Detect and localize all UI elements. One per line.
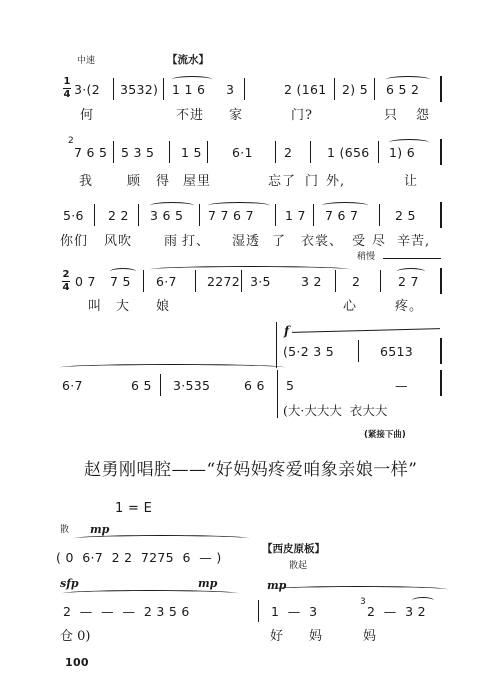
note-group: ( 0 6·7 2 2 7275 6 — ): [56, 550, 222, 565]
lyric: 只: [384, 108, 399, 123]
note-group: 6513: [380, 344, 414, 359]
lyric: 顾: [127, 174, 142, 189]
lyric: 湿透: [232, 234, 261, 249]
grace-note: 3: [360, 597, 366, 607]
lyric: 让: [404, 174, 419, 189]
section-marking: 【流水】: [167, 54, 209, 66]
note-group: 3 6 5: [150, 208, 184, 223]
dynamic-marking: mp: [267, 579, 287, 592]
note-group: 7 6 7: [325, 208, 359, 223]
note-group: 6 5 2: [386, 82, 420, 97]
lyric: 屋里: [183, 174, 212, 189]
lyric: 得: [156, 174, 171, 189]
lyric: 何: [80, 108, 95, 123]
note-group: 6 5: [131, 378, 152, 393]
lyric: 怨: [416, 108, 431, 123]
note-group: 7 5: [110, 274, 131, 289]
lyric: 尽: [372, 234, 387, 249]
note-group: 2 7: [398, 274, 419, 289]
lyric: 心: [343, 299, 358, 314]
lyric: 雨: [164, 234, 179, 249]
note-group: 2) 5: [342, 82, 368, 97]
note-group: 3·(2: [74, 82, 100, 97]
meter-top: 1: [63, 76, 71, 87]
lyric: 我: [79, 174, 94, 189]
note-group: 2 2: [108, 208, 129, 223]
note-group: 3532): [120, 82, 159, 97]
note-group: —: [395, 378, 408, 393]
note-group: 0 7: [75, 274, 96, 289]
piece-title: 赵勇刚唱腔——“好妈妈疼爱咱象亲娘一样”: [84, 460, 418, 480]
lyric: 外,: [326, 174, 346, 189]
note-group: 1 — 3: [271, 604, 318, 619]
lyric: 妈: [309, 629, 324, 644]
note-group: 3·5: [250, 274, 271, 289]
note-group: 2 5: [395, 208, 416, 223]
note-group: 2 (161: [284, 82, 327, 97]
note-group: 1) 6: [389, 145, 415, 160]
note-group: 7 6 5: [74, 145, 108, 160]
lyric: 不进: [176, 108, 205, 123]
grace-note: 2: [68, 136, 74, 146]
lyric: 家: [229, 108, 244, 123]
note-group: 3: [226, 82, 235, 97]
note-group: 6 6: [244, 378, 265, 393]
percussion-line: (大·大大大 衣大大: [283, 403, 388, 418]
note-group: 6·1: [232, 145, 253, 160]
lyric: 衣裳、: [301, 234, 344, 249]
note-group: 6·7: [62, 378, 83, 393]
note-group: 1 1 6: [172, 82, 206, 97]
lyric: 门: [305, 174, 320, 189]
lyric: 大: [116, 299, 131, 314]
page-number: 100: [65, 656, 89, 669]
lyric: 妈: [363, 629, 378, 644]
lyric: 好: [270, 629, 285, 644]
note-group: 5: [286, 378, 295, 393]
meter-bottom: 4: [62, 282, 70, 293]
note-group: 1 5: [181, 145, 202, 160]
note-group: 3·535: [173, 378, 211, 393]
section-marking: 【西皮原板】: [262, 543, 325, 555]
dynamic-marking: sfp: [60, 577, 79, 590]
meter-bottom: 4: [63, 89, 71, 100]
dynamic-marking: mp: [198, 577, 218, 590]
note-group: 5 3 5: [121, 145, 155, 160]
dynamic-marking: mp: [90, 523, 110, 536]
lyric: 受: [352, 234, 367, 249]
lyric: 忘了: [268, 174, 297, 189]
note-group: 2: [284, 145, 293, 160]
key-signature: 1 = E: [115, 501, 153, 516]
note-group: 1 7: [285, 208, 306, 223]
lyric: 打、: [182, 234, 211, 249]
note-group: 2272: [207, 274, 241, 289]
lyric: 辛苦,: [397, 234, 431, 249]
lyric: 你们: [60, 234, 89, 249]
tempo-marking: 中速: [77, 56, 96, 66]
note-group: 1 (656: [327, 145, 370, 160]
meter-top: 2: [62, 269, 70, 280]
lyric: 疼。: [395, 299, 424, 314]
lyric: 风吹: [104, 234, 133, 249]
note-group: 5·6: [63, 208, 84, 223]
tempo-marking: 散: [60, 525, 70, 535]
lyric: 娘: [156, 299, 171, 314]
note-group: 3 2: [301, 274, 322, 289]
dynamic-marking: f: [284, 324, 290, 338]
note-group: 7 7 6 7: [208, 208, 254, 223]
lyric: 门?: [291, 108, 313, 123]
note-group: (5·2 3 5: [283, 344, 335, 359]
tempo-marking: 散起: [289, 561, 308, 571]
percussion-line: 仓 0): [60, 629, 91, 644]
lyric: 了: [272, 234, 287, 249]
note-group: 2: [352, 274, 361, 289]
note-group: 2 — — — 2 3 5 6: [63, 604, 190, 619]
tempo-marking: 稍慢: [357, 252, 376, 262]
note-group: 6·7: [156, 274, 177, 289]
lyric: 叫: [88, 299, 103, 314]
note-group: 2 — 3 2: [367, 604, 426, 619]
performance-note: (紧接下曲): [364, 430, 406, 440]
